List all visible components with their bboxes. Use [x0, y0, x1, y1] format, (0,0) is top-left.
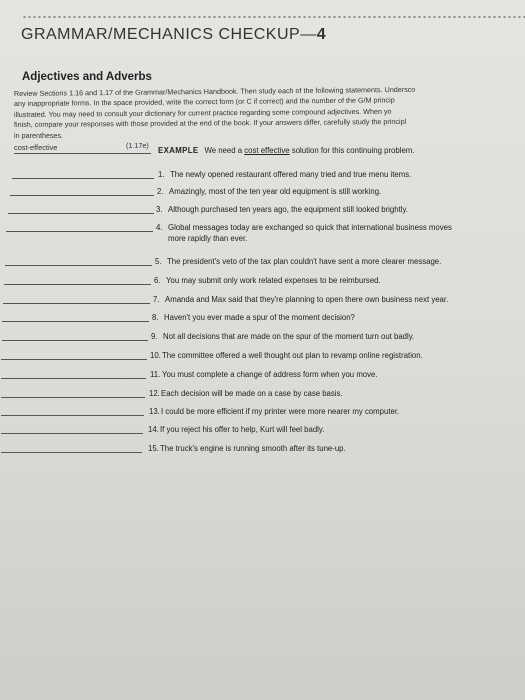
- exercise-text: [156, 223, 452, 244]
- exercise-sentence: Haven't you ever made a spur of the moment decision?: [164, 313, 355, 322]
- title-text: GRAMMAR/MECHANICS CHECKUP—: [21, 26, 317, 43]
- answer-blank[interactable]: [1, 433, 143, 434]
- exercise-text: [154, 276, 381, 287]
- exercise-sentence: more rapidly than ever.: [168, 233, 248, 243]
- instruction-line: in parentheses.: [14, 130, 64, 140]
- exercise-sentence: If you reject his offer to help, Kurt will feel badly.: [160, 425, 325, 434]
- exercise-number: 7.: [153, 295, 160, 304]
- answer-blank[interactable]: [3, 303, 150, 304]
- answer-blank[interactable]: [1, 359, 147, 360]
- answer-blank[interactable]: [1, 452, 142, 453]
- answer-blank[interactable]: [12, 178, 154, 179]
- exercise-sentence: I could be more efficient if my printer were more nearer my computer.: [161, 407, 400, 416]
- exercise-sentence: Amanda and Max said that they're planning to open there own business next year.: [165, 295, 449, 304]
- title-number: 4: [316, 26, 327, 43]
- exercise-number: 6.: [154, 276, 161, 285]
- answer-blank[interactable]: [5, 265, 152, 266]
- exercise-text: [149, 389, 343, 400]
- exercise-text: [152, 313, 355, 324]
- exercise-text: [155, 257, 441, 268]
- instruction-line: finish, compare your responses with those provided at the end of the book. If your answers differ, carefully study the principl: [13, 117, 407, 130]
- exercise-text: [148, 444, 346, 455]
- exercise-number: 13.: [149, 407, 160, 416]
- exercise-sentence: Global messages today are exchanged so quick that international business moves: [168, 223, 452, 232]
- exercise-text: [156, 205, 408, 216]
- example-reference: (1.17e): [126, 141, 149, 150]
- exercise-text: [153, 295, 448, 306]
- exercise-sentence: The newly opened restaurant offered many tried and true menu items.: [170, 170, 412, 179]
- example-text-before: We need a: [204, 146, 245, 155]
- exercise-sentence: Not all decisions that are made on the spur of the moment turn out badly.: [163, 332, 415, 341]
- exercise-number: 1.: [158, 170, 165, 179]
- exercise-text: [149, 407, 399, 418]
- answer-blank[interactable]: [4, 284, 151, 285]
- exercise-text: [150, 351, 423, 362]
- exercise-sentence: Each decision will be made on a case by case basis.: [161, 389, 343, 398]
- exercise-number: 2.: [157, 187, 164, 196]
- exercise-number: 4.: [156, 223, 163, 232]
- exercise-text: [151, 332, 414, 343]
- exercise-text: [158, 170, 411, 181]
- instruction-line: any inappropriate forms. In the space provided, write the correct form (or C if correct) and the number of the G/M princip: [13, 95, 395, 109]
- exercise-number: 14.: [148, 425, 159, 434]
- answer-blank[interactable]: [1, 415, 144, 416]
- exercise-number: 9.: [151, 332, 158, 341]
- exercise-sentence: Although purchased ten years ago, the equipment still looked brightly.: [168, 205, 408, 214]
- exercise-text: [148, 425, 324, 436]
- exercise-sentence: Amazingly, most of the ten year old equipment is still working.: [169, 187, 382, 196]
- exercise-number: 11.: [150, 370, 161, 379]
- exercise-sentence: You may submit only work related expenses to be reimbursed.: [166, 276, 381, 285]
- answer-blank[interactable]: [8, 213, 154, 214]
- answer-blank[interactable]: [1, 378, 146, 379]
- example-underlined: cost effective: [244, 146, 290, 155]
- answer-blank[interactable]: [10, 195, 154, 196]
- exercise-number: 8.: [152, 313, 159, 322]
- exercise-text: [150, 370, 378, 381]
- section-heading: Adjectives and Adverbs: [22, 71, 152, 83]
- instruction-line: illustrated. You may need to consult your dictionary for current practice regarding some compound adjectives. When yo: [13, 106, 392, 119]
- answer-blank[interactable]: [1, 397, 145, 398]
- exercise-number: 3.: [156, 205, 163, 214]
- exercise-number: 5.: [155, 257, 162, 266]
- exercise-number: 10.: [150, 351, 161, 360]
- answer-blank[interactable]: [2, 340, 148, 341]
- exercise-sentence: The truck's engine is running smooth after its tune-up.: [160, 444, 346, 453]
- example-answer: cost-effective: [14, 143, 58, 152]
- example-text-after: solution for this continuing problem.: [289, 146, 415, 155]
- exercise-sentence: You must complete a change of address form when you move.: [162, 370, 378, 379]
- exercise-text: [157, 187, 381, 198]
- exercise-sentence: The committee offered a well thought out plan to revamp online registration.: [162, 351, 423, 360]
- instruction-line: Review Sections 1.16 and 1.17 of the Grammar/Mechanics Handbook. Then study each of the following statements. Undersco: [13, 84, 416, 98]
- exercise-number: 12.: [149, 389, 160, 398]
- example-label: EXAMPLE: [158, 146, 199, 155]
- exercise-number: 15.: [148, 444, 159, 453]
- answer-blank[interactable]: [6, 231, 153, 232]
- answer-blank[interactable]: [2, 321, 149, 322]
- exercise-sentence: The president's veto of the tax plan couldn't have sent a more clearer message.: [167, 257, 442, 266]
